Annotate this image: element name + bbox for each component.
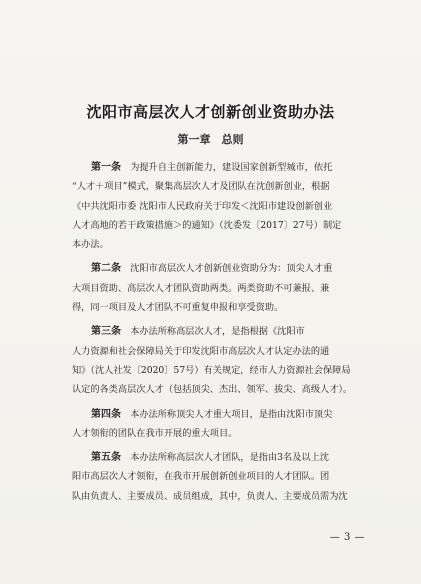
- article-2-line-3: 得，同一项目及人才团队不可重复申报和享受资助。: [72, 302, 284, 314]
- document-body: [72, 158, 364, 506]
- article-2-label: 第二条: [91, 263, 121, 275]
- article-5-line-1: 第五条 本办法所称高层次人才团队，是指由3名及以上沈: [91, 452, 329, 464]
- article-1-line-5: 本办法。: [72, 239, 109, 251]
- article-1-line-3: 《中共沈阳市委 沈阳市人民政府关于印发＜沈阳市建设创新创业: [72, 200, 333, 212]
- article-5-line-3: 队由负责人、主要成员、成员组成，其中，负责人、主要成员需为沈: [72, 490, 348, 502]
- article-3-line-4: 认定的各类高层次人才（包括顶尖、杰出、领军、拔尖、高级人才）。: [72, 384, 353, 396]
- article-4-line-1: 第四条 本办法所称顶尖人才重大项目，是指由沈阳市顶尖: [91, 408, 333, 420]
- page-number: — 3 —: [329, 532, 365, 543]
- article-5-line-2: 阳市高层次人才领衔，在我市开展创新创业项目的人才团队。团: [72, 471, 330, 483]
- article-2-line-1: 第二条 沈阳市高层次人才创新创业资助分为：顶尖人才重: [91, 263, 333, 275]
- article-3-line-3: 知》（沈人社发〔2020〕57号）有关规定，经市人力资源社会保障局: [72, 364, 351, 376]
- article-1-line-2: “人才＋项目”模式，聚集高层次人才及团队在沈创新创业，根据: [72, 181, 330, 193]
- article-4-label: 第四条: [91, 408, 121, 420]
- article-1-line-4: 人才高地的若干政策措施＞的通知》（沈委发〔2017〕27号）制定: [72, 219, 342, 231]
- article-5-label: 第五条: [91, 452, 121, 464]
- article-4-line-2: 人才领衔的团队在我市开展的重大项目。: [72, 427, 238, 439]
- chapter-heading: 第一章 总则: [177, 133, 244, 146]
- article-3-line-1: 第三条 本办法所称高层次人才，是指根据《沈阳市: [91, 326, 305, 338]
- article-3-line-2: 人力资源和社会保障局关于印发沈阳市高层次人才认定办法的通: [72, 345, 330, 357]
- article-3-label: 第三条: [91, 326, 121, 338]
- article-1-label: 第一条: [91, 162, 121, 173]
- document-title: 沈阳市高层次人才创新创业资助办法: [86, 103, 335, 121]
- article-2-line-2: 大项目资助、高层次人才团队资助两类。两类资助不可兼报、兼: [72, 282, 330, 294]
- article-1-line-1: 第一条 为提升自主创新能力，建设国家创新型城市，依托: [91, 162, 333, 173]
